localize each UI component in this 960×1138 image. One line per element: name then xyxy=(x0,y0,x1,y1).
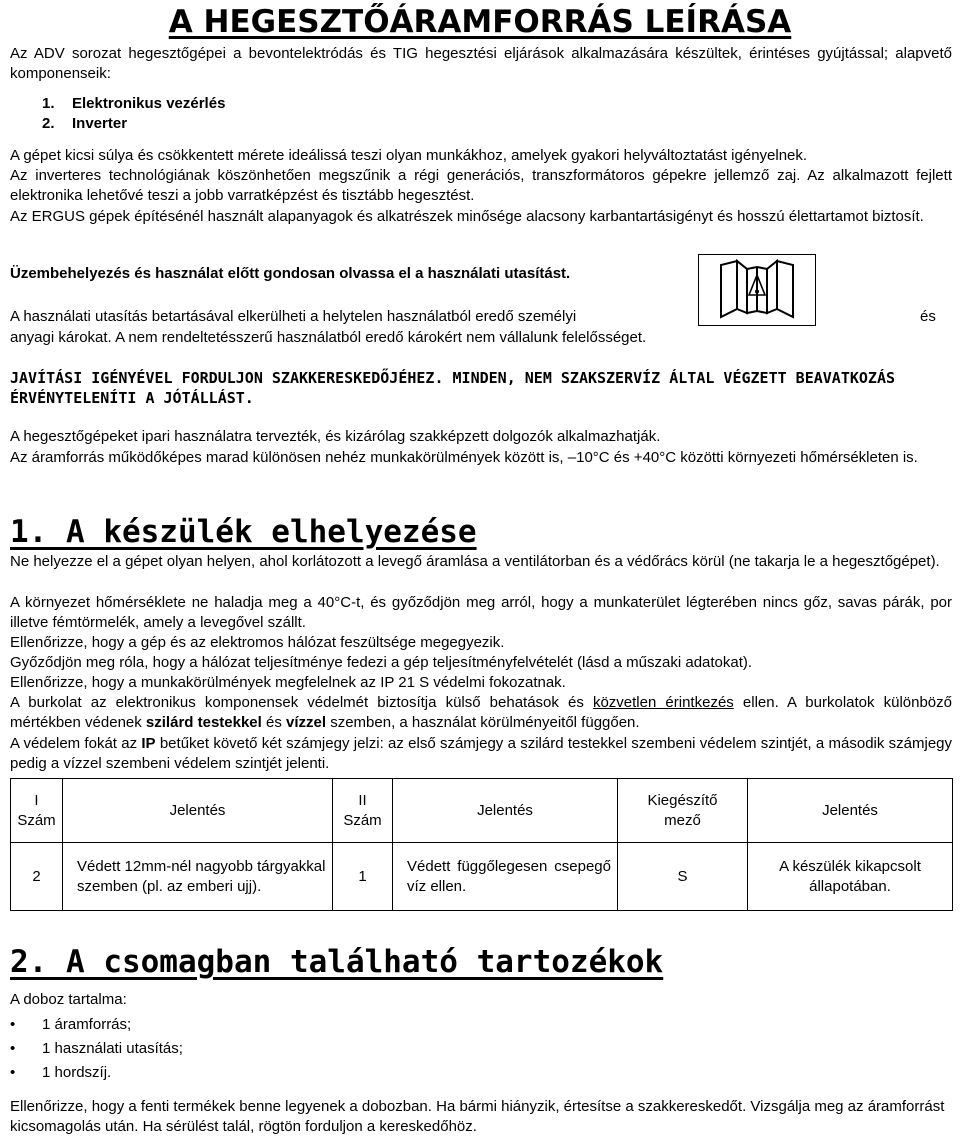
warning-book-icon xyxy=(698,254,816,326)
liability-text-and: és xyxy=(920,308,936,325)
section-1-paragraph: Győződjön meg róla, hogy a hálózat teljesítménye fedezi a gép teljesítményfelvételét (lásd a műszaki adatokat). xyxy=(10,654,753,671)
table-cell: A készülék kikapcsolt állapotában. xyxy=(748,843,953,911)
text-run: betűket követő két számjegy jelzi: az első számjegy a szilárd testekkel szembeni védelem szintjét, a második számjegy pedig a vízzel szembeni védelem szintjét jelenti. xyxy=(10,735,953,772)
text-run: szemben, a használat körülményeitől függően. xyxy=(326,714,640,731)
table-header-cell: Jelentés xyxy=(748,779,953,843)
list-label: 1 áramforrás; xyxy=(42,1016,132,1033)
section-1-paragraph: Ne helyezze el a gépet olyan helyen, ahol korlátozott a levegő áramlása a ventilátorban és a védőrács körül (ne takarja le a hegesztőgépet). xyxy=(10,553,940,570)
table-header-cell: I Szám xyxy=(11,779,63,843)
closing-paragraph: Ellenőrizze, hogy a fenti termékek benne legyenek a dobozban. Ha bármi hiányzik, értesítse a szakkereskedőt. Vizsgálja meg az áramforrást kicsomagolás után. Ha sérülést talál, rögtön forduljon a kereskedőhöz. xyxy=(10,1098,945,1135)
text-run-bold: IP xyxy=(141,735,156,752)
text-run-bold: vízzel xyxy=(286,714,327,731)
text-run: ellen. A burkolatok különböző mértékben védenek xyxy=(10,694,952,731)
table-cell: Védett függőlegesen csepegő víz ellen. xyxy=(393,843,618,911)
table-cell: Védett 12mm-nél nagyobb tárgyakkal szemben (pl. az emberi ujj). xyxy=(63,843,333,911)
liability-text-part2: anyagi károkat. A nem rendeltetésszerű használatból eredő károkért nem vállalunk felelősséget. xyxy=(10,329,647,346)
bullet-icon: • xyxy=(10,1040,16,1057)
usage-text: Az áramforrás működőképes marad különösen nehéz munkakörülmények között is, –10°C és +40°C közötti környezeti hőmérsékleten is. xyxy=(10,449,918,466)
table-cell: 2 xyxy=(11,843,63,911)
section-1-paragraph: Ellenőrizze, hogy a gép és az elektromos hálózat feszültsége megegyezik. xyxy=(10,634,505,651)
section-1-paragraph xyxy=(10,693,952,733)
box-contents-label: A doboz tartalma: xyxy=(10,991,127,1008)
table-header-cell: Kiegészítő mező xyxy=(618,779,748,843)
page-title: A HEGESZTŐÁRAMFORRÁS LEÍRÁSA xyxy=(168,4,792,40)
description-paragraph: A gépet kicsi súlya és csökkentett mérete ideálissá teszi olyan munkákhoz, amelyek gyakori helyváltoztatást igényelnek. xyxy=(10,147,808,164)
description-paragraph: Az inverteres technológiának köszönhetően megszűnik a régi generációs, transzformátoros gépekre jellemző zaj. Az alkalmazott fejlett elektronika lehetővé teszi a jobb varratképzést és tisztább hegesztést. xyxy=(10,167,952,204)
table-cell: 1 xyxy=(333,843,393,911)
section-1-paragraph xyxy=(10,734,952,774)
text-run-underlined: közvetlen érintkezés xyxy=(592,694,734,711)
table-header-cell: II Szám xyxy=(333,779,393,843)
usage-text: A hegesztőgépeket ipari használatra tervezték, és kizárólag szakképzett dolgozók alkalmazhatják. xyxy=(10,428,661,445)
bullet-icon: • xyxy=(10,1016,16,1033)
text-run: A burkolat az elektronikus komponensek védelmét biztosítja külső behatások és xyxy=(10,694,593,711)
list-number: 1. xyxy=(42,95,55,112)
section-1-paragraph: Ellenőrizze, hogy a munkakörülmények megfelelnek az IP 21 S védelmi fokozatnak. xyxy=(10,674,566,691)
ip-code-table xyxy=(10,778,953,911)
list-item xyxy=(42,114,225,134)
intro-paragraph: Az ADV sorozat hegesztőgépei a bevontelektródás és TIG hegesztési eljárások alkalmazására készültek, érintéses gyújtással; alapvető komponenseik: xyxy=(10,45,952,82)
list-label: Inverter xyxy=(72,115,128,132)
table-header-row xyxy=(11,779,953,843)
table-row xyxy=(11,843,953,911)
list-item xyxy=(10,1015,183,1039)
list-item xyxy=(42,94,225,114)
list-label: 1 hordszíj. xyxy=(42,1064,112,1081)
text-run: A védelem fokát az xyxy=(10,735,142,752)
table-cell: S xyxy=(618,843,748,911)
list-number: 2. xyxy=(42,115,55,132)
section-1-paragraph: A környezet hőmérséklete ne haladja meg a 40°C-t, és győződjön meg arról, hogy a munkaterület légterében nincs gőz, savas párák, por illetve fémtörmelék, amely a levegővel szállt. xyxy=(10,594,952,631)
bullet-icon: • xyxy=(10,1064,16,1081)
component-list xyxy=(42,94,225,134)
text-run-bold: szilárd testekkel xyxy=(145,714,262,731)
warning-caps-text: JAVÍTÁSI IGÉNYÉVEL FORDULJON SZAKKERESKEDŐJÉHEZ. MINDEN, NEM SZAKSZERVÍZ ÁLTAL VÉGZETT BEAVATKOZÁS ÉRVÉNYTELENÍTI A JÓTÁLLÁST. xyxy=(10,369,896,407)
list-item xyxy=(10,1063,183,1087)
table-header-cell: Jelentés xyxy=(63,779,333,843)
section-1-heading: 1. A készülék elhelyezése xyxy=(10,514,477,550)
warning-book-icon-svg xyxy=(699,255,815,325)
list-label: 1 használati utasítás; xyxy=(42,1040,183,1057)
list-label: Elektronikus vezérlés xyxy=(72,95,226,112)
text-run: és xyxy=(261,714,287,731)
table-header-cell: Jelentés xyxy=(393,779,618,843)
read-notice: Üzembehelyezés és használat előtt gondosan olvassa el a használati utasítást. xyxy=(10,265,571,282)
section-2-heading: 2. A csomagban található tartozékok xyxy=(10,944,664,980)
description-paragraph: Az ERGUS gépek építésénél használt alapanyagok és alkatrészek minősége alacsony karbantartásigényt és hosszú élettartamot biztosít. xyxy=(10,208,924,225)
liability-text-part1: A használati utasítás betartásával elkerülheti a helytelen használatból eredő személyi xyxy=(10,308,577,325)
list-item xyxy=(10,1039,183,1063)
box-contents-list xyxy=(10,1015,183,1087)
